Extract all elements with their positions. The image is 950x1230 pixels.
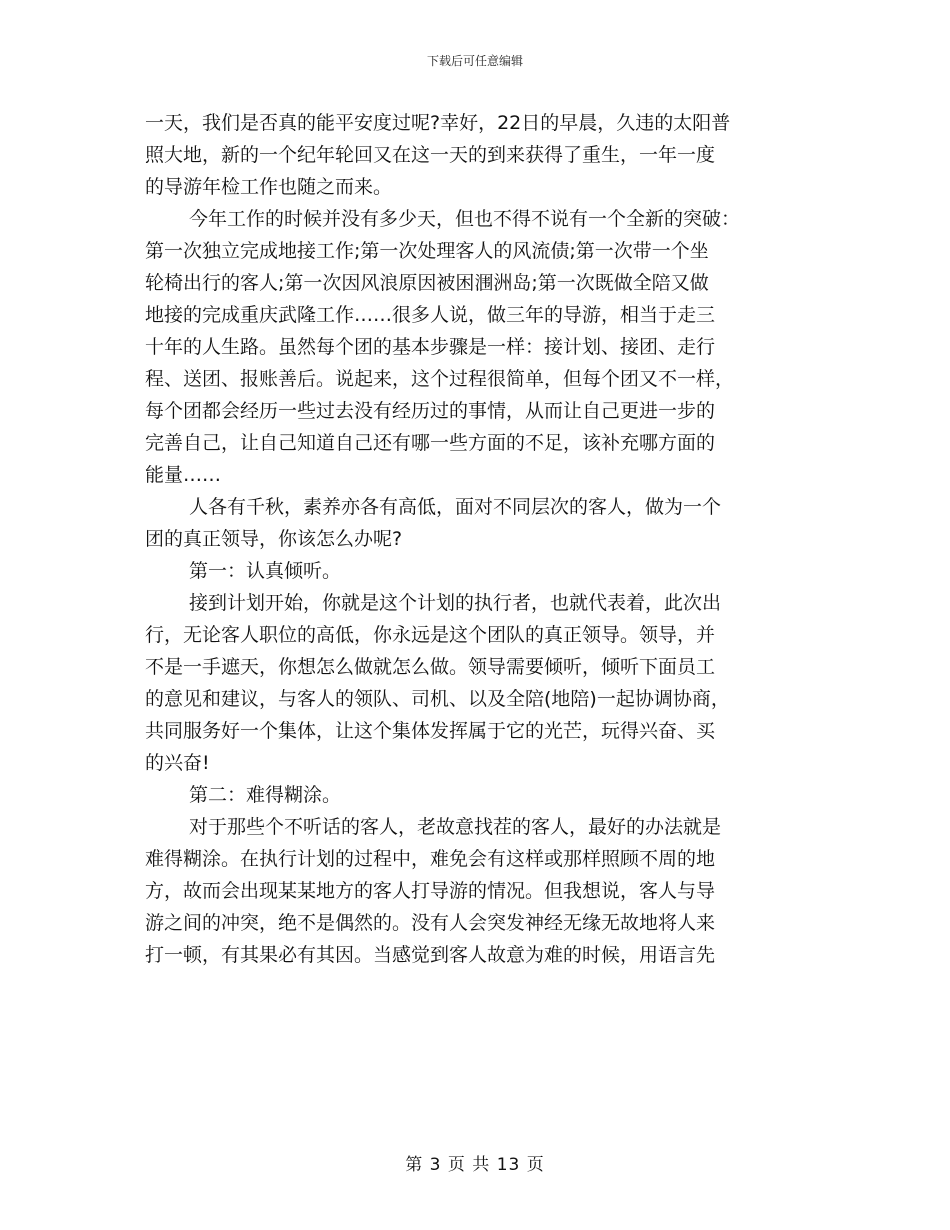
text-line: 打一顿，有其果必有其因。当感觉到客人故意为难的时候，用语言先 xyxy=(145,944,716,966)
text-line: 的兴奋! xyxy=(145,752,210,774)
text-line: 共同服务好一个集体，让这个集体发挥属于它的光芒，玩得兴奋、买 xyxy=(145,720,716,742)
document-body xyxy=(145,107,805,971)
text-line: 一天，我们是否真的能平安度过呢?幸好，22日的早晨，久违的太阳普 xyxy=(145,112,731,134)
page-footer: 第 3 页 共 13 页 xyxy=(405,1155,545,1175)
text-line: 今年工作的时候并没有多少天，但也不得不说有一个全新的突破： xyxy=(189,208,741,230)
text-line: 完善自己，让自己知道自己还有哪一些方面的不足，该补充哪方面的 xyxy=(145,432,716,454)
text-line: 不是一手遮天，你想怎么做就怎么做。领导需要倾听，倾听下面员工 xyxy=(145,656,716,678)
page-header: 下载后可任意编辑 xyxy=(426,54,523,68)
text-line: 游之间的冲突，绝不是偶然的。没有人会突发神经无缘无故地将人来 xyxy=(145,912,716,934)
text-line: 地接的完成重庆武隆工作……很多人说，做三年的导游，相当于走三 xyxy=(145,304,716,326)
text-line: 团的真正领导，你该怎么办呢? xyxy=(145,528,403,550)
text-line: 对于那些个不听话的客人，老故意找茬的客人，最好的办法就是 xyxy=(189,816,722,838)
text-line: 照大地，新的一个纪年轮回又在这一天的到来获得了重生，一年一度 xyxy=(145,144,716,166)
text-line: 的导游年检工作也随之而来。 xyxy=(145,176,393,198)
text-line: 能量…… xyxy=(145,464,222,486)
text-line: 难得糊涂。在执行计划的过程中，难免会有这样或那样照顾不周的地 xyxy=(145,848,716,870)
text-line: 第一次独立完成地接工作;第一次处理客人的风流债;第一次带一个坐 xyxy=(145,240,709,262)
text-line: 人各有千秋，素养亦各有高低，面对不同层次的客人，做为一个 xyxy=(189,496,722,518)
text-line: 程、送团、报账善后。说起来，这个过程很简单，但每个团又不一样， xyxy=(145,368,735,390)
text-line: 第一：认真倾听。 xyxy=(189,560,342,582)
text-line: 行，无论客人职位的高低，你永远是这个团队的真正领导。领导，并 xyxy=(145,624,716,646)
text-line: 接到计划开始，你就是这个计划的执行者，也就代表着，此次出 xyxy=(189,592,722,614)
text-line: 的意见和建议，与客人的领队、司机、以及全陪(地陪)一起协调协商， xyxy=(145,688,730,710)
text-line: 方，故而会出现某某地方的客人打导游的情况。但我想说，客人与导 xyxy=(145,880,716,902)
text-line: 十年的人生路。虽然每个团的基本步骤是一样：接计划、接团、走行 xyxy=(145,336,716,358)
text-line: 每个团都会经历一些过去没有经历过的事情，从而让自己更进一步的 xyxy=(145,400,716,422)
text-line: 第二：难得糊涂。 xyxy=(189,784,342,806)
text-line: 轮椅出行的客人;第一次因风浪原因被困涠洲岛;第一次既做全陪又做 xyxy=(145,272,709,294)
